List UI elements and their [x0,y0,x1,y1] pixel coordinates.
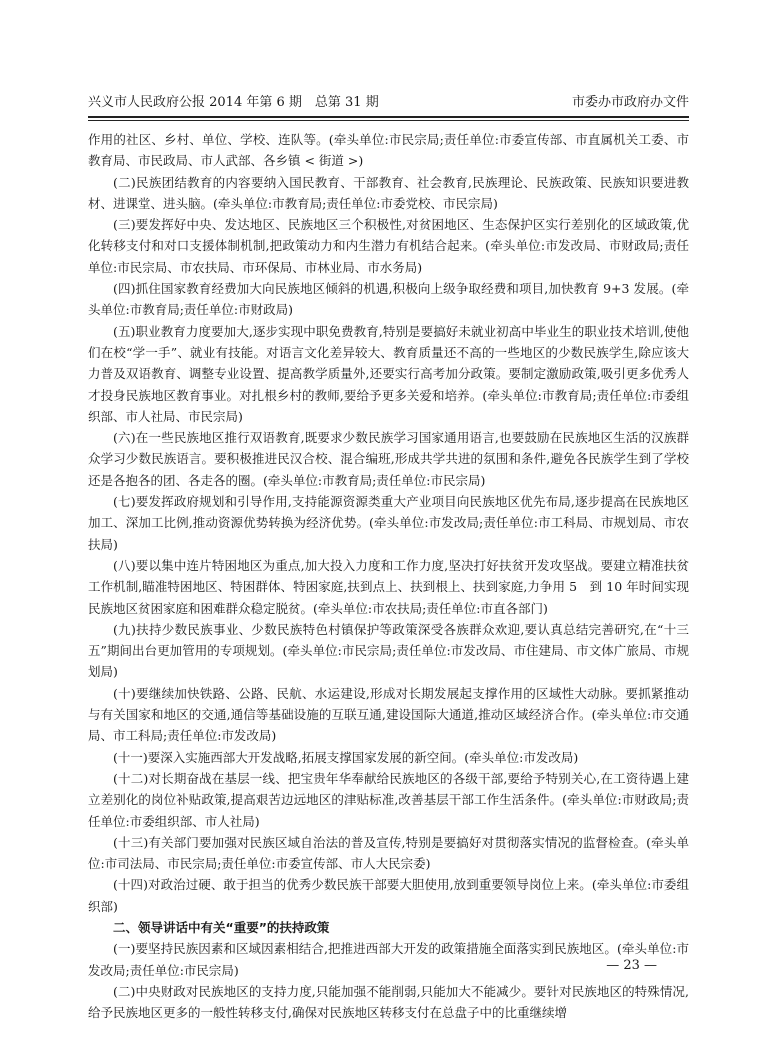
body-paragraph: (七)要发挥政府规划和引导作用,支持能源资源类重大产业项目向民族地区优先布局,逐步提高在民族地区加工、深加工比例,推动资源优势转换为经济优势。(牵头单位:市发改局;责任单位:市工科局、市规划局、市农扶局) [88,494,689,552]
body-paragraph: 作用的社区、乡村、单位、学校、连队等。(牵头单位:市民宗局;责任单位:市委宣传部、市直属机关工委、市教育局、市民政局、市人武部、各乡镇 < 街道 >) [88,132,689,169]
header-section-title: 市委办市政府办文件 [571,95,689,110]
body-paragraph: (六)在一些民族地区推行双语教育,既要求少数民族学习国家通用语言,也要鼓励在民族地区生活的汉族群众学习少数民族语言。要积极推进民汉合校、混合编班,形成共学共进的氛围和条件,避免各民族学生到了学校还是各抱各的团、各走各的圈。(牵头单位:市教育局;责任单位:市民宗局) [88,430,689,488]
body-paragraph: (二)中央财政对民族地区的支持力度,只能加强不能削弱,只能加大不能减少。要针对民族地区的特殊情况,给予民族地区更多的一般性转移支付,确保对民族地区转移支付在总盘子中的比重继续增 [88,983,689,1021]
body-paragraph: (一)要坚持民族因素和区域因素相结合,把推进西部大开发的政策措施全面落实到民族地区。(牵头单位:市发改局;责任单位:市民宗局) [88,941,689,978]
section-heading: 二、领导讲话中有关“重要”的扶持政策 [113,919,330,935]
body-paragraph: (三)要发挥好中央、发达地区、民族地区三个积极性,对贫困地区、生态保护区实行差别化的区域政策,优化转移支付和对口支援体制机制,把政策动力和内生潜力有机结合起来。(牵头单位:市发改局、市财政局;责任单位:市民宗局、市农扶局、市环保局、市林业局、市水务局) [88,217,689,275]
body-paragraph: (四)抓住国家教育经费加大向民族地区倾斜的机遇,积极向上级争取经费和项目,加快教育 9+3 发展。(牵头单位:市教育局;责任单位:市财政局) [88,281,689,318]
header-rule-thin [88,120,689,121]
document-body [88,129,689,1023]
body-paragraph: (十一)要深入实施西部大开发战略,拓展支撑国家发展的新空间。(牵头单位:市发改局) [113,749,579,765]
header-publication-title: 兴义市人民政府公报 2014 年第 6 期 总第 31 期 [88,95,379,110]
body-paragraph: (五)职业教育力度要加大,逐步实现中职免费教育,特别是要搞好未就业初高中毕业生的职业技术培训,使他们在校“学一手”、就业有技能。对语言文化差异较大、教育质量还不高的一些地区的少数民族学生,除应该大力普及双语教育、调整专业设置、提高教学质量外,还要实行高考加分政策。要制定激励政策,吸引更多优秀人才投身民族地区教育事业。对扎根乡村的教师,要给予更多关爱和培养。(牵头单位:市教育局;责任单位:市委组织部、市人社局、市民宗局) [88,323,689,424]
body-paragraph: (十)要继续加快铁路、公路、民航、水运建设,形成对长期发展起支撑作用的区域性大动脉。要抓紧推动与有关国家和地区的交通,通信等基础设施的互联互通,建设国际大通道,推动区域经济合作。(牵头单位:市交通局、市工科局;责任单位:市发改局) [88,685,689,744]
body-paragraph: (十三)有关部门要加强对民族区域自治法的普及宣传,特别是要搞好对贯彻落实情况的监督检查。(牵头单位:市司法局、市民宗局;责任单位:市委宣传部、市人大民宗委) [88,834,689,872]
body-paragraph: (十四)对政治过硬、敢于担当的优秀少数民族干部要大胆使用,放到重要领导岗位上来。(牵头单位:市委组织部) [88,877,689,914]
header-rule-thick [88,116,689,118]
body-paragraph: (八)要以集中连片特困地区为重点,加大投入力度和工作力度,坚决打好扶贫开发攻坚战。要建立精准扶贫工作机制,瞄准特困地区、特困群体、特困家庭,扶到点上、扶到根上、扶到家庭,力争用 5 到 10 年时间实现民族地区贫困家庭和困难群众稳定脱贫。(牵头单位:市农扶局;责任单位:市直各部门) [88,557,689,616]
page-header [88,92,689,118]
body-paragraph: (九)扶持少数民族事业、少数民族特色村镇保护等政策深受各族群众欢迎,要认真总结完善研究,在“十三五”期间出台更加管用的专项规划。(牵头单位:市民宗局;责任单位:市发改局、市住建局、市文体广旅局、市规划局) [88,621,689,680]
page-number: — 23 — [606,958,657,973]
body-paragraph: (十二)对长期奋战在基层一线、把宝贵年华奉献给民族地区的各级干部,要给予特别关心,在工资待遇上建立差别化的岗位补贴政策,提高艰苦边远地区的津贴标准,改善基层干部工作生活条件。(牵头单位:市财政局;责任单位:市委组织部、市人社局) [88,770,689,829]
body-paragraph: (二)民族团结教育的内容要纳入国民教育、干部教育、社会教育,民族理论、民族政策、民族知识要进教材、进课堂、进头脑。(牵头单位:市教育局;责任单位:市委党校、市民宗局) [88,174,689,211]
